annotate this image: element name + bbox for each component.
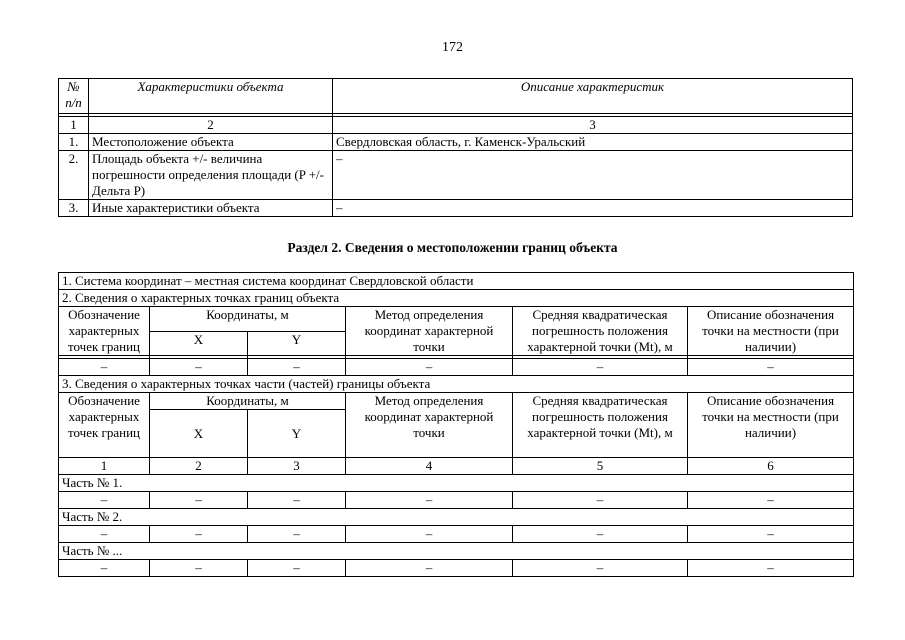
section-title: Раздел 2. Сведения о местоположении границ объекта: [287, 240, 618, 255]
dash-cell: –: [248, 560, 346, 577]
dash-cell: –: [688, 526, 854, 543]
table-row: [59, 134, 853, 151]
header-description: Описание характеристик: [333, 79, 853, 114]
dash-cell: –: [513, 560, 688, 577]
header-characteristics: Характеристики объекта: [89, 79, 333, 114]
boundary-points-table: [58, 272, 854, 577]
header-error: Средняя квадратическая погрешность положения характерной точки (Mt), м: [513, 393, 688, 458]
header-method: Метод определения координат характерной точки: [346, 393, 513, 458]
header-coords: Координаты, м: [150, 307, 346, 332]
dash-cell: –: [59, 359, 150, 376]
dash-cell: –: [346, 492, 513, 509]
index-cell: 2: [89, 117, 333, 134]
header-coords: Координаты, м: [150, 393, 346, 410]
row-num: 2.: [59, 151, 89, 200]
block3-header-row: [59, 393, 854, 410]
part-label: Часть № 2.: [59, 509, 854, 526]
row-description: –: [333, 200, 853, 217]
row-num: 1.: [59, 134, 89, 151]
dash-cell: –: [59, 526, 150, 543]
index-cell: 5: [513, 458, 688, 475]
object-characteristics-table: [58, 78, 853, 217]
index-cell: 1: [59, 117, 89, 134]
dash-cell: –: [513, 492, 688, 509]
table-row: [59, 492, 854, 509]
header-error: Средняя квадратическая погрешность положения характерной точки (Mt), м: [513, 307, 688, 356]
header-y: Y: [248, 331, 346, 356]
index-cell: 4: [346, 458, 513, 475]
dash-cell: –: [688, 359, 854, 376]
table-row: [59, 359, 854, 376]
index-cell: 3: [333, 117, 853, 134]
part-label: Часть № ...: [59, 543, 854, 560]
index-cell: 2: [150, 458, 248, 475]
dash-cell: –: [513, 526, 688, 543]
dash-cell: –: [59, 560, 150, 577]
index-cell: 6: [688, 458, 854, 475]
header-y: Y: [248, 410, 346, 458]
dash-cell: –: [150, 359, 248, 376]
row-description: –: [333, 151, 853, 200]
dash-cell: –: [688, 560, 854, 577]
index-cell: 3: [248, 458, 346, 475]
row-characteristic: Иные характеристики объекта: [89, 200, 333, 217]
coordinate-system: 1. Система координат – местная система координат Свердловской области: [59, 273, 854, 290]
dash-cell: –: [248, 526, 346, 543]
dash-cell: –: [150, 560, 248, 577]
block3-title: 3. Сведения о характерных точках части (частей) границы объекта: [59, 376, 854, 393]
block2-title: 2. Сведения о характерных точках границ объекта: [59, 290, 854, 307]
table1-index-row: [59, 117, 853, 134]
row-description: Свердловская область, г. Каменск-Уральский: [333, 134, 853, 151]
row-characteristic: Площадь объекта +/- величина погрешности определения площади (P +/- Дельта P): [89, 151, 333, 200]
header-point-description: Описание обозначения точки на местности (при наличии): [688, 307, 854, 356]
dash-cell: –: [248, 359, 346, 376]
dash-cell: –: [248, 492, 346, 509]
table1-header-row: [59, 79, 853, 114]
row-characteristic: Местоположение объекта: [89, 134, 333, 151]
header-x: X: [150, 331, 248, 356]
dash-cell: –: [346, 359, 513, 376]
header-designation: Обозначение характерных точек границ: [59, 393, 150, 458]
index-cell: 1: [59, 458, 150, 475]
table-row: [59, 151, 853, 200]
dash-cell: –: [513, 359, 688, 376]
header-designation: Обозначение характерных точек границ: [59, 307, 150, 356]
part-label: Часть № 1.: [59, 475, 854, 492]
dash-cell: –: [346, 560, 513, 577]
page-number: 172: [442, 40, 463, 55]
dash-cell: –: [59, 492, 150, 509]
table-row: [59, 526, 854, 543]
table2-index-row: [59, 458, 854, 475]
header-point-description: Описание обозначения точки на местности (при наличии): [688, 393, 854, 458]
dash-cell: –: [150, 526, 248, 543]
header-num: № п/п: [59, 79, 89, 114]
dash-cell: –: [150, 492, 248, 509]
header-method: Метод определения координат характерной точки: [346, 307, 513, 356]
dash-cell: –: [346, 526, 513, 543]
row-num: 3.: [59, 200, 89, 217]
block2-header-row: [59, 307, 854, 332]
table-row: [59, 200, 853, 217]
header-x: X: [150, 410, 248, 458]
table-row: [59, 560, 854, 577]
dash-cell: –: [688, 492, 854, 509]
